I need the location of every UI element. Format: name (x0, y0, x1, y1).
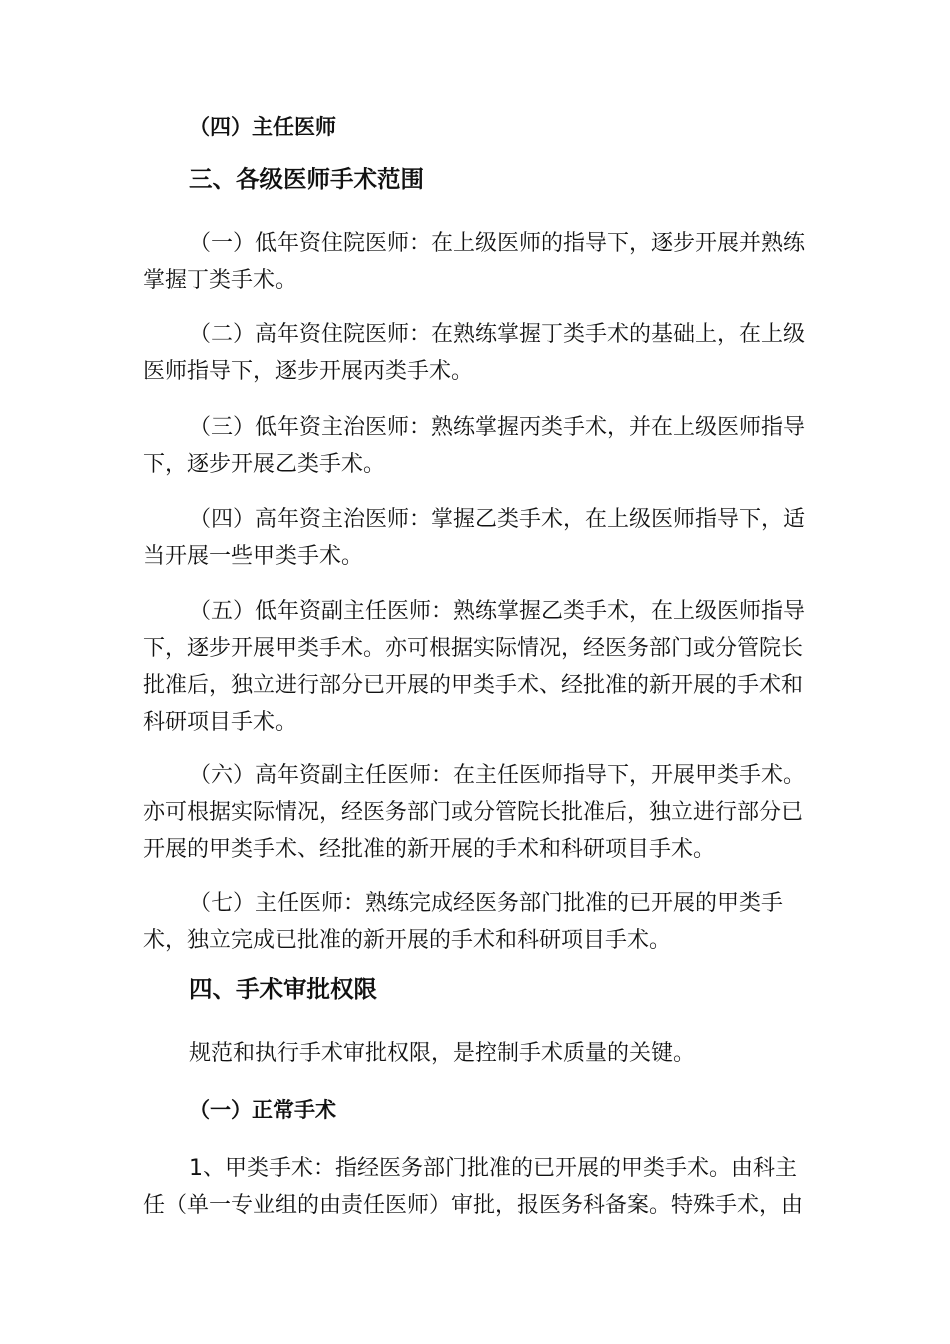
paragraph-junior-associate-chief: （五）低年资副主任医师：熟练掌握乙类手术，在上级医师指导下，逐步开展甲类手术。亦可根据实际情况，经医务部门或分管院长批准后，独立进行部分已开展的甲类手术、经批准的新开展的手术和科研项目手术。 (143, 599, 806, 735)
section-heading-surgery-scope: 三、各级医师手术范围 (189, 165, 424, 193)
paragraph-class-a-surgery: 1、甲类手术：指经医务部门批准的已开展的甲类手术。由科主任（单一专业组的由责任医师）审批，报医务科备案。特殊手术，由 (143, 1156, 804, 1218)
paragraph-senior-attending: （四）高年资主治医师：掌握乙类手术，在上级医师指导下，适当开展一些甲类手术。 (143, 507, 806, 569)
paragraph-approval-intro: 规范和执行手术审批权限，是控制手术质量的关键。 (189, 1041, 696, 1066)
paragraph-junior-resident: （一）低年资住院医师：在上级医师的指导下，逐步开展并熟练掌握丁类手术。 (143, 231, 806, 293)
section-subheading-normal-surgery: （一）正常手术 (189, 1098, 336, 1122)
paragraph-chief-physician: （七）主任医师：熟练完成经医务部门批准的已开展的甲类手术，独立完成已批准的新开展的手术和科研项目手术。 (143, 891, 784, 953)
section-heading-approval-authority: 四、手术审批权限 (189, 975, 377, 1003)
section-subheading-chief-physician: （四）主任医师 (189, 115, 336, 139)
paragraph-senior-resident: （二）高年资住院医师：在熟练掌握丁类手术的基础上，在上级医师指导下，逐步开展丙类手术。 (143, 322, 806, 384)
paragraph-junior-attending: （三）低年资主治医师：熟练掌握丙类手术，并在上级医师指导下，逐步开展乙类手术。 (143, 415, 806, 477)
paragraph-senior-associate-chief: （六）高年资副主任医师：在主任医师指导下，开展甲类手术。亦可根据实际情况，经医务部门或分管院长批准后，独立进行部分已开展的甲类手术、经批准的新开展的手术和科研项目手术。 (143, 763, 806, 862)
